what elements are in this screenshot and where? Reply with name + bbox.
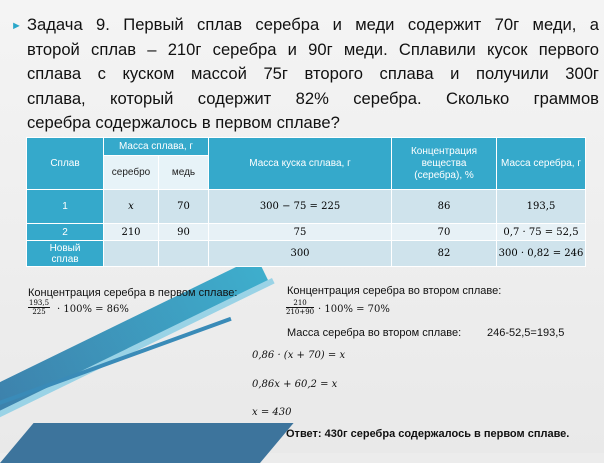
fraction-numerator: 193,5 (29, 299, 50, 307)
conc2-label: Концентрация серебра во втором сплаве: (287, 285, 502, 297)
table-row (27, 190, 586, 224)
cell-silver: 210 (104, 224, 159, 241)
conc2-fraction (286, 299, 314, 316)
header-copper: медь (159, 156, 209, 190)
cell-silver (104, 190, 159, 224)
equation-2: 0,86x + 60,2 = x (252, 379, 338, 390)
conc1-result: · 100% = 86% (57, 304, 129, 315)
fraction-denominator: 210+90 (286, 308, 315, 316)
cell-piece: 75 (209, 224, 392, 241)
header-concentration-line: Концентрация (410, 145, 478, 157)
fraction-denominator: 225 (32, 308, 46, 316)
header-alloy: Сплав (27, 138, 104, 190)
cell-copper: 70 (159, 190, 209, 224)
row-label-line: Новый (49, 242, 81, 254)
table-row (27, 224, 586, 241)
header-concentration-line: вещества (421, 157, 467, 169)
bullet-arrow-icon: ► (11, 20, 22, 32)
header-silver: серебро (104, 156, 159, 190)
cell-silver-value: x (128, 201, 134, 212)
equation-3: x = 430 (252, 407, 292, 418)
equation-1: 0,86 · (x + 70) = x (252, 350, 346, 361)
cell-silver (104, 241, 159, 267)
decor-corner (0, 423, 294, 463)
mass2-value: 246-52,5=193,5 (487, 327, 565, 339)
problem-text (27, 13, 599, 136)
cell-copper (159, 241, 209, 267)
header-piece-mass: Масса куска сплава, г (209, 138, 392, 190)
conc1-fraction (28, 299, 50, 316)
cell-concentration: 86 (392, 190, 497, 224)
cell-silver-mass: 193,5 (497, 190, 586, 224)
cell-concentration: 70 (392, 224, 497, 241)
problem-line: сплава с куском массой 75г второго сплава и получили 300г (27, 64, 599, 84)
cell-piece: 300 − 75 = 225 (209, 190, 392, 224)
cell-concentration: 82 (392, 241, 497, 267)
data-table (26, 137, 586, 267)
problem-line: сплава, который содержит 82% серебра. Сколько граммов (27, 88, 599, 108)
header-concentration-line: (серебра), % (414, 169, 474, 181)
row-label: 2 (27, 224, 104, 241)
conc1-label: Концентрация серебра в первом сплаве: (28, 287, 238, 299)
fraction-numerator: 210 (286, 299, 314, 308)
cell-piece: 300 (209, 241, 392, 267)
problem-line: серебра содержалось в первом сплаве? (27, 113, 340, 133)
cell-silver-mass: 0,7 · 75 = 52,5 (497, 224, 586, 241)
cell-silver-mass: 300 · 0,82 = 246 (497, 241, 586, 267)
problem-line: второй сплав – 210г серебра и 90г меди. Сплавили кусок первого (27, 39, 599, 59)
header-concentration (392, 138, 497, 190)
answer-text: Ответ: 430г серебра содержалось в первом сплаве. (286, 428, 570, 440)
row-label (27, 241, 104, 267)
table-row (27, 241, 586, 267)
header-mass-alloy: Масса сплава, г (104, 138, 209, 156)
cell-copper: 90 (159, 224, 209, 241)
row-label: 1 (27, 190, 104, 224)
header-silver-mass: Масса серебра, г (497, 138, 586, 190)
conc2-result: · 100% = 70% (318, 304, 390, 315)
row-label-line: сплав (51, 253, 79, 265)
problem-line: Задача 9. Первый сплав серебра и меди содержит 70г меди, а (27, 15, 599, 34)
mass2-label: Масса серебра во втором сплаве: (287, 327, 462, 339)
